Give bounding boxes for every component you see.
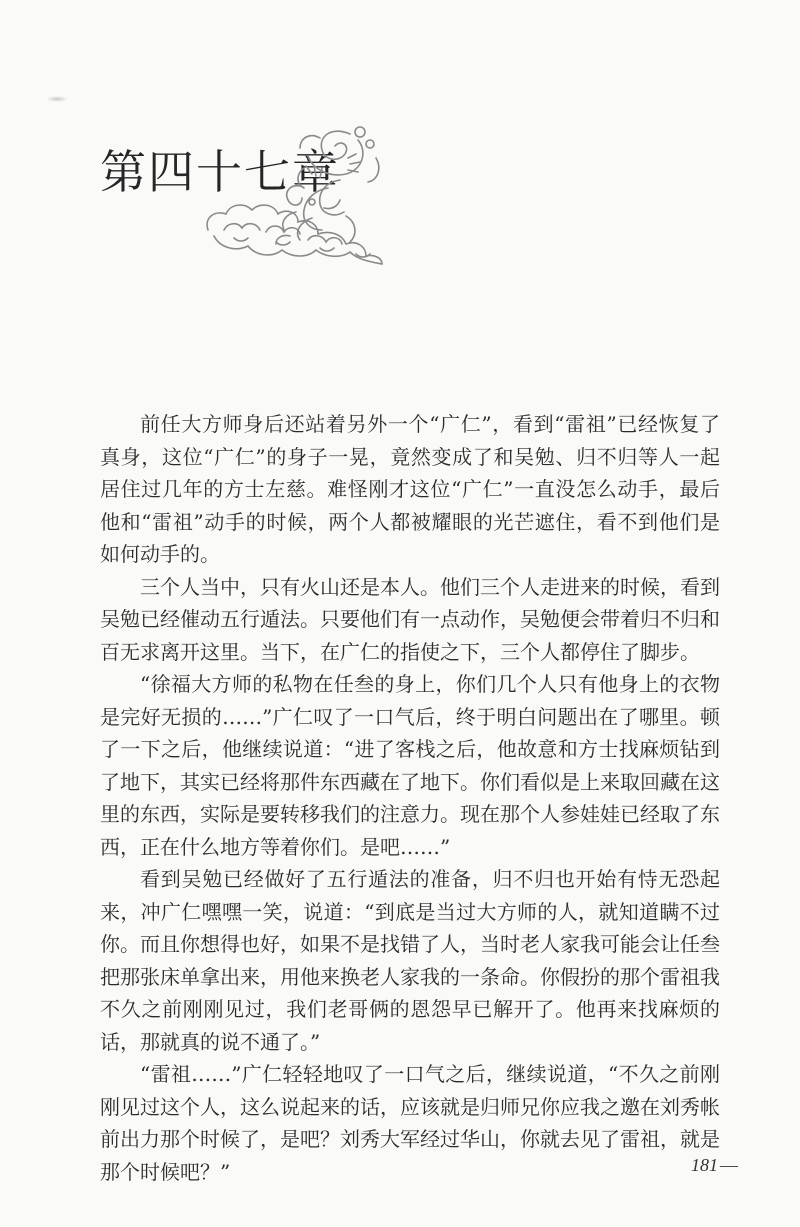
page-number-dash: —	[720, 1155, 738, 1175]
scan-smudge	[46, 96, 68, 102]
cloud-dragon-ornament	[200, 118, 390, 270]
paragraph: 三个人当中，只有火山还是本人。他们三个人走进来的时候，看到吴勉已经催动五行遁法。只要他们有一点动作，吴勉便会带着归不归和百无求离开这里。当下，在广仁的指使之下，三个人都停住了脚步。	[100, 574, 720, 664]
paragraph: “徐福大方师的私物在任叁的身上，你们几个人只有他身上的衣物是完好无损的……”广仁叹了一口气后，终于明白问题出在了哪里。顿了一下之后，他继续说道：“进了客栈之后，他故意和方士找麻烦钻到了地下，其实已经将那件东西藏在了地下。你们看似是上来取回藏在这里的东西，实际是要转移我们的注意力。现在那个人参娃娃已经取了东西，正在什么地方等着你们。是吧……”	[100, 672, 720, 859]
page-number: 181	[691, 1155, 718, 1175]
paragraph: “雷祖……”广仁轻轻地叹了一口气之后，继续说道，“不久之前刚刚见过这个人，这么说起来的话，应该就是归师兄你应我之邀在刘秀帐前出力那个时候了，是吧？刘秀大军经过华山，你就去见了雷祖，就是那个时候吧？”	[100, 1062, 720, 1184]
chapter-title: 第四十七章	[100, 144, 340, 199]
paragraph: 看到吴勉已经做好了五行遁法的准备，归不归也开始有恃无恐起来，冲广仁嘿嘿一笑，说道：“到底是当过大方师的人，就知道瞒不过你。而且你想得也好，如果不是找错了人，当时老人家我可能会让任叁把那张床单拿出来，用他来换老人家我的一条命。你假扮的那个雷祖我不久之前刚刚见过，我们老哥俩的恩怨早已解开了。他再来找麻烦的话，那就真的说不通了。”	[100, 867, 720, 1054]
paragraph: 前任大方师身后还站着另外一个“广仁”，看到“雷祖”已经恢复了真身，这位“广仁”的身子一晃，竟然变成了和吴勉、归不归等人一起居住过几年的方士左慈。难怪刚才这位“广仁”一直没怎么动手，最后他和“雷祖”动手的时候，两个人都被耀眼的光芒遮住，看不到他们是如何动手的。	[100, 412, 720, 566]
chapter-body	[100, 408, 720, 1188]
